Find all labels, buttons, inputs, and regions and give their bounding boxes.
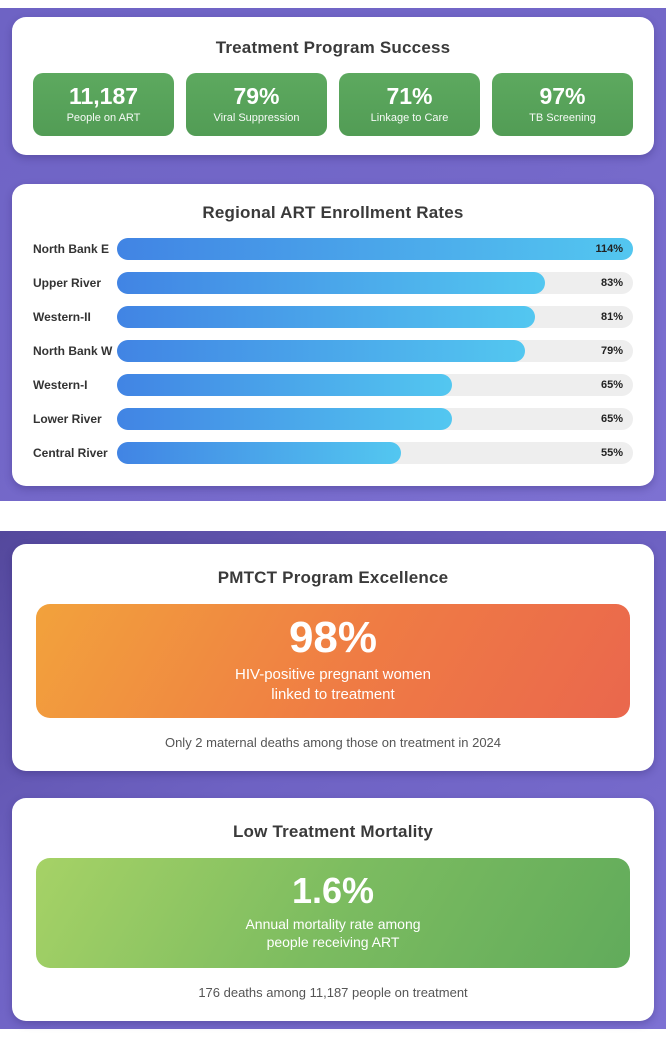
bar-value-label: 114%: [595, 243, 623, 256]
treatment-success-card: [12, 17, 654, 155]
top-purple-section: [0, 8, 666, 501]
enrollment-chart: [33, 238, 633, 464]
bar-value-label: 79%: [600, 345, 623, 358]
bar-track: [117, 306, 633, 328]
bar-row: [33, 306, 633, 328]
bottom-purple-section: [0, 531, 666, 1028]
mortality-description-line2: people receiving ART: [266, 934, 400, 951]
bar-value-label: 65%: [600, 413, 623, 426]
bar-fill: [117, 238, 633, 260]
mortality-description-line1: Annual mortality rate among: [245, 916, 421, 933]
bar-track: [117, 238, 633, 260]
bar-label: Western-I: [33, 378, 88, 393]
stat-box: [339, 73, 480, 136]
bar-label: Lower River: [33, 412, 102, 427]
bar-track: [117, 340, 633, 362]
stat-box: [186, 73, 327, 136]
stat-box: [492, 73, 633, 136]
bar-label: Central River: [33, 446, 108, 461]
stat-label: Viral Suppression: [213, 112, 300, 125]
bar-fill: [117, 408, 452, 430]
stat-label: Linkage to Care: [370, 112, 449, 125]
stat-value: 79%: [233, 83, 280, 109]
mortality-caption: 176 deaths among 11,187 people on treatment: [198, 984, 468, 1000]
bar-label: Upper River: [33, 276, 102, 291]
stat-value: 11,187: [68, 83, 139, 109]
stats-row: [33, 73, 633, 136]
bar-fill: [117, 306, 535, 328]
pmtct-description: [46, 665, 620, 704]
bar-value-label: 55%: [600, 447, 623, 460]
bar-row: [33, 272, 633, 294]
bar-track: [117, 408, 633, 430]
bar-label: Western-II: [33, 310, 91, 325]
bar-row: [33, 340, 633, 362]
pmtct-card: [12, 544, 654, 771]
mortality-highlight-box: [36, 858, 630, 967]
pmtct-description-line2: linked to treatment: [271, 685, 395, 703]
bar-track: [117, 272, 633, 294]
bar-value-label: 81%: [600, 311, 623, 324]
mortality-description: [46, 915, 620, 951]
pmtct-caption: Only 2 maternal deaths among those on treatment in 2024: [164, 735, 502, 751]
stat-box: [33, 73, 174, 136]
mortality-card: [12, 798, 654, 1020]
pmtct-value: 98%: [288, 613, 378, 663]
bar-fill: [117, 272, 545, 294]
bar-value-label: 83%: [600, 277, 623, 290]
stat-label: People on ART: [66, 112, 141, 125]
bar-label: North Bank W: [33, 344, 113, 359]
bar-row: [33, 238, 633, 260]
pmtct-card-title: PMTCT Program Excellence: [217, 568, 449, 588]
bar-track: [117, 374, 633, 396]
bar-row: [33, 374, 633, 396]
bar-fill: [117, 442, 401, 464]
bar-fill: [117, 340, 525, 362]
stat-value: 97%: [539, 83, 586, 109]
regional-card-title: Regional ART Enrollment Rates: [202, 203, 464, 223]
white-section-gap: [0, 501, 666, 531]
bar-label: North Bank E: [33, 242, 110, 257]
bar-track: [117, 442, 633, 464]
stat-value: 71%: [386, 83, 433, 109]
bar-fill: [117, 374, 452, 396]
bar-row: [33, 442, 633, 464]
bar-value-label: 65%: [600, 379, 623, 392]
bar-row: [33, 408, 633, 430]
regional-enrollment-card: [12, 184, 654, 486]
mortality-card-title: Low Treatment Mortality: [232, 822, 434, 842]
mortality-value: 1.6%: [291, 870, 375, 912]
pmtct-highlight-box: [36, 604, 630, 718]
treatment-card-title: Treatment Program Success: [215, 38, 451, 57]
pmtct-description-line1: HIV-positive pregnant women: [235, 666, 431, 684]
stat-label: TB Screening: [529, 112, 596, 125]
